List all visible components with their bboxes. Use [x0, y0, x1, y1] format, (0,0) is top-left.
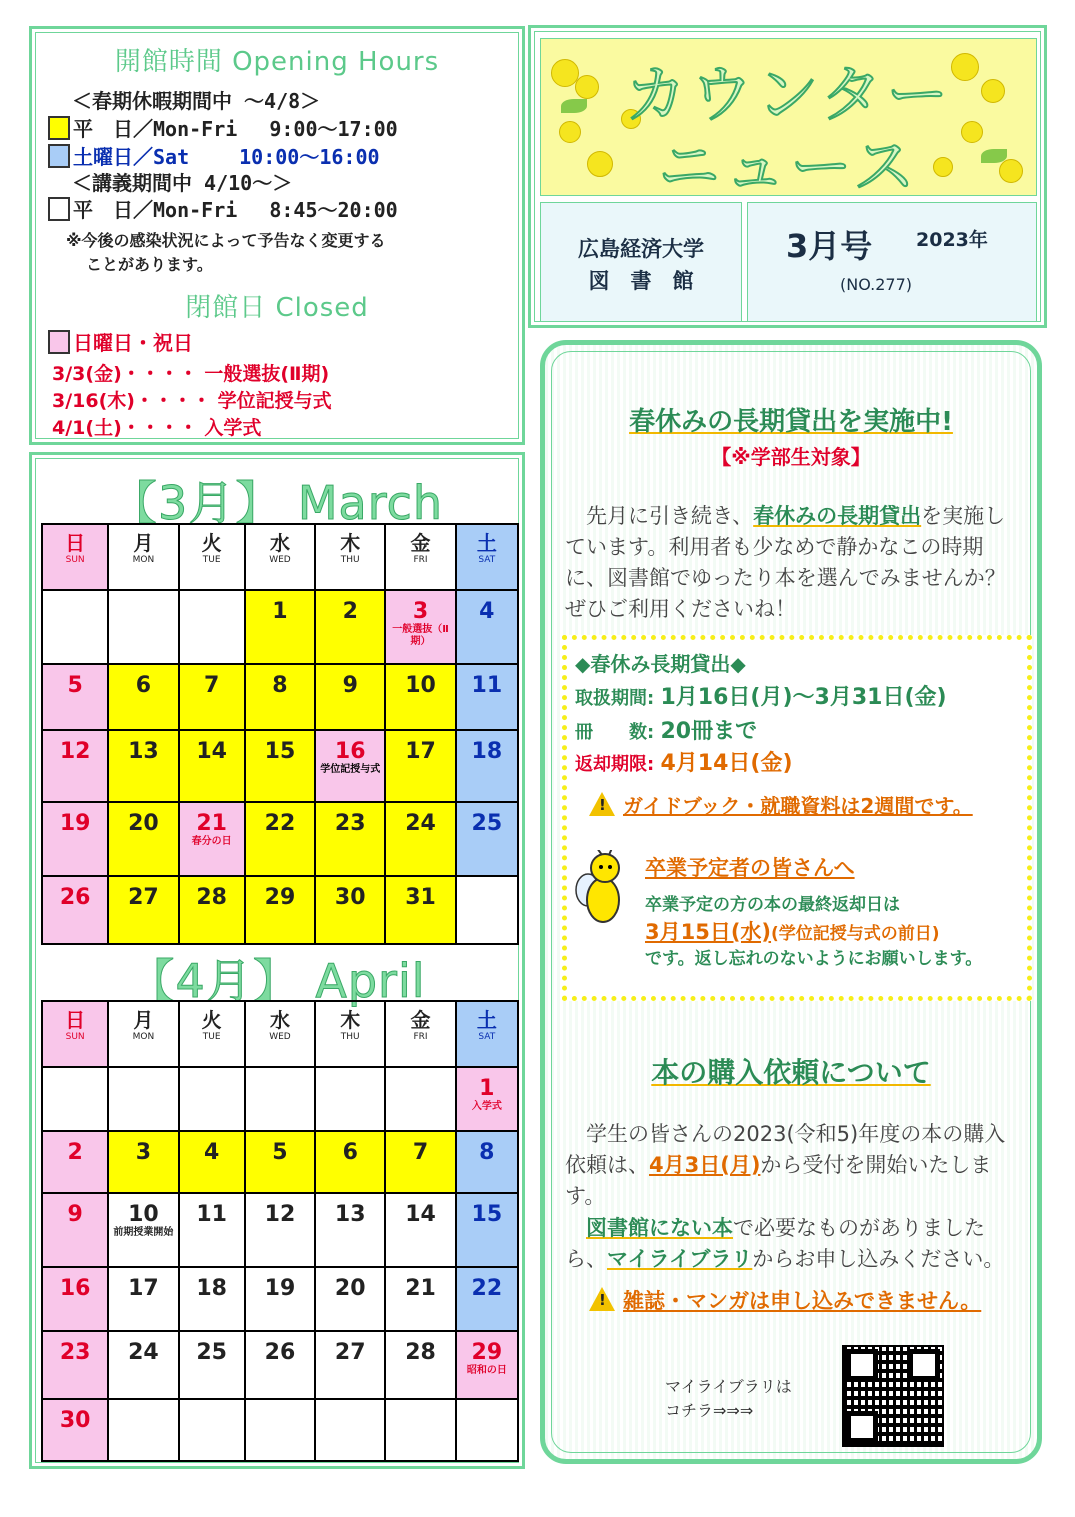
guidebook-warning: !ガイドブック・就職資料は2週間です。: [589, 790, 973, 819]
april-week-3: 9 10 前期授業開始 11 12 13 14 15: [42, 1193, 518, 1267]
weekday-swatch: [48, 116, 70, 140]
graduates-line-2: 3月15日(水)(学位記授与式の前日): [645, 920, 940, 944]
long-loan-heading: 春休みの長期貸出を実施中!: [629, 407, 953, 437]
april-week-1: 1 入学式: [42, 1067, 518, 1131]
issue-month: 3月号: [786, 227, 873, 265]
graduates-line-3: です。返し忘れのないようにお願いします。: [645, 949, 983, 969]
graduates-line-1: 卒業予定の方の本の最終返却日は: [645, 895, 900, 915]
april-weekday-header: 日 SUN 月 MON 火 TUE 水 WED 木 THU 金 FRI 土 SAT: [42, 1001, 518, 1067]
graduates-heading: 卒業予定者の皆さんへ: [645, 856, 855, 880]
warning-icon: [589, 792, 615, 816]
loan-box-title: ◆春休み長期貸出◆: [575, 652, 746, 676]
library-name: 広島経済大学 図 書 館: [540, 202, 742, 322]
closed-title: 閉館日 Closed: [185, 293, 369, 323]
opening-hours-box: [29, 26, 525, 445]
closed-date-1: 3/3(金)・・・・ 一般選抜(Ⅱ期): [52, 363, 330, 385]
saturday-swatch: [48, 144, 70, 168]
loan-count: 冊 数: 20冊まで: [575, 719, 758, 744]
lecture-weekday-hours: 平 日／Mon-Fri 8:45～20:00: [48, 194, 398, 223]
warning-icon: [589, 1287, 615, 1311]
holiday-swatch: [48, 330, 70, 354]
loan-return-date: 返却期限: 4月14日(金): [575, 751, 793, 776]
hours-notice: ※今後の感染状況によって予告なく変更する ことがあります。: [66, 231, 386, 274]
spring-period-label: ＜春期休暇期間中 ～4/8＞: [72, 89, 321, 113]
lecture-period-label: ＜講義期間中 4/10～＞: [72, 171, 293, 195]
march-week-1: 1 2 3 一般選抜（Ⅱ期） 4: [42, 590, 518, 664]
banner-title-line2: ニュース: [658, 130, 919, 196]
saturday-hours: 土曜日／Sat 10:00～16:00: [48, 141, 380, 170]
opening-hours-title: 開館時間 Opening Hours: [114, 47, 440, 77]
april-calendar: [41, 1000, 519, 1462]
issue-year: 2023年: [916, 229, 988, 251]
newsletter-header: [528, 25, 1047, 328]
april-week-5: 23 24 25 26 27 28 29 昭和の日: [42, 1331, 518, 1399]
issue-info: [747, 202, 1037, 322]
april-week-4: 16 17 18 19 20 21 22: [42, 1267, 518, 1331]
lecture-swatch: [48, 197, 70, 221]
calendar-box: [29, 452, 525, 1469]
purchase-request-heading: 本の購入依頼について: [651, 1056, 931, 1089]
mylibrary-qr-code[interactable]: [842, 1345, 944, 1447]
mylibrary-label: マイライブラリは コチラ⇒⇒⇒: [665, 1377, 792, 1420]
purchase-request-paragraph-2: 図書館にない本で必要なものがありましたら、マイライブラリからお申し込みください。: [565, 1216, 1005, 1271]
purchase-request-paragraph-1: 学生の皆さんの2023(令和5)年度の本の購入依頼は、4月3日(月)から受付を開始いたします。: [565, 1122, 1006, 1208]
long-loan-details: [562, 635, 1032, 1001]
march-week-3: 12 13 14 15 16 学位記授与式 17 18: [42, 730, 518, 802]
closed-holidays: 日曜日・祝日: [48, 327, 193, 356]
weekday-hours: 平 日／Mon-Fri 9:00～17:00: [48, 113, 398, 142]
april-title: 【4月】 April: [128, 954, 426, 1008]
title-banner: [540, 38, 1037, 196]
march-weekday-header: 日 SUN 月 MON 火 TUE 水 WED 木 THU 金 FRI 土 SAT: [42, 524, 518, 590]
march-calendar: [41, 523, 519, 945]
march-title: 【3月】 March: [110, 476, 444, 530]
long-loan-target: 【※学部生対象】: [711, 445, 871, 469]
bee-mascot-icon: [572, 850, 630, 928]
long-loan-paragraph: 先月に引き続き、春休みの長期貸出を実施しています。利用者も少なめで静かなこの時期に、図書館でゆったり本を選んでみませんか？ぜひご利用くださいね！: [565, 504, 1006, 621]
march-week-2: 5 6 7 8 9 10 11: [42, 664, 518, 730]
march-week-4: 19 20 21 春分の日 22 23 24 25: [42, 802, 518, 876]
closed-date-3: 4/1(土)・・・・ 入学式: [52, 417, 262, 439]
news-panel: [540, 340, 1042, 1464]
march-week-5: 26 27 28 29 30 31: [42, 876, 518, 944]
april-week-6: 30: [42, 1399, 518, 1461]
closed-date-2: 3/16(木)・・・・ 学位記授与式: [52, 390, 332, 412]
banner-title-line1: カウンター: [624, 58, 953, 131]
april-week-2: 2 3 4 5 6 7 8: [42, 1131, 518, 1193]
issue-number: (NO.277): [840, 275, 913, 294]
loan-period: 取扱期間: 1月16日(月)～3月31日(金): [575, 685, 947, 710]
magazine-warning: !雑誌・マンガは申し込みできません。: [589, 1285, 981, 1315]
